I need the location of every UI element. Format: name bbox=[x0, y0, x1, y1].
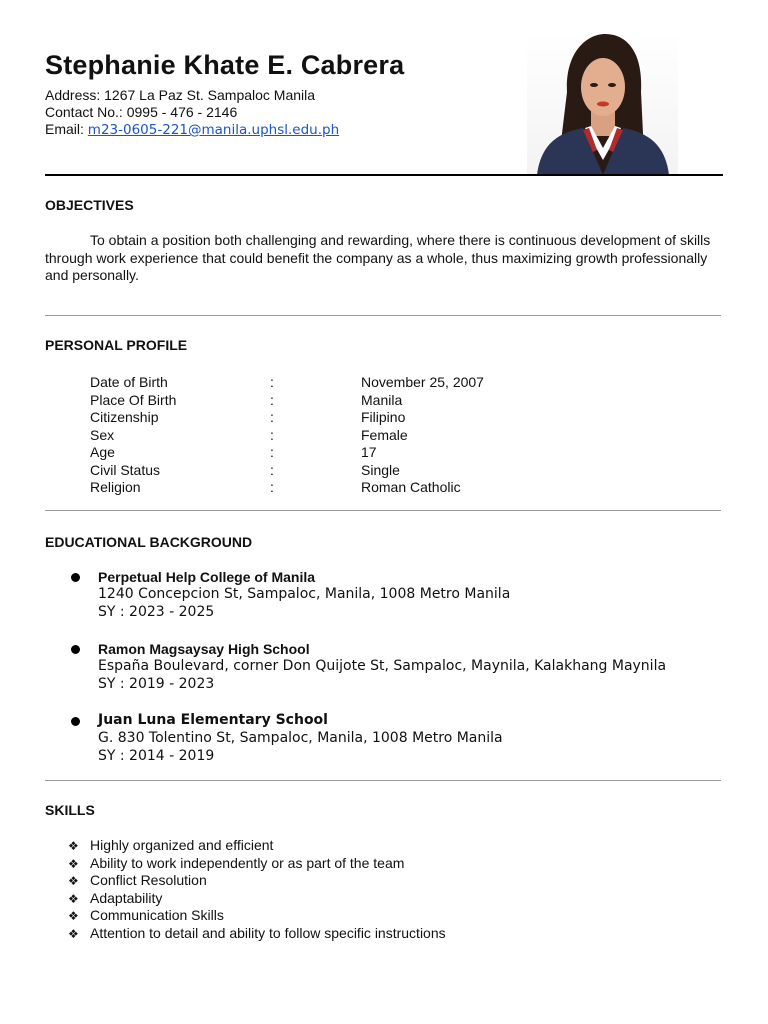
profile-row-date-of-birth bbox=[90, 374, 690, 392]
profile-label: Citizenship bbox=[90, 409, 159, 425]
profile-value: Single bbox=[361, 461, 400, 478]
contact-value: 0995 - 476 - 2146 bbox=[126, 104, 238, 120]
skill-item bbox=[68, 855, 404, 871]
address-label: Address: bbox=[45, 87, 101, 103]
profile-row-sex bbox=[90, 427, 690, 445]
bullet-dot-icon bbox=[71, 645, 80, 654]
objectives-text: To obtain a position both challenging and rewarding, where there is continuous development of skills through work experience that could benefit the company as a whole, thus maximizing growth professionally and personally. bbox=[45, 232, 711, 283]
profile-separator: : bbox=[270, 426, 274, 443]
contact-line bbox=[45, 104, 237, 120]
profile-value: Manila bbox=[361, 391, 403, 408]
skill-item bbox=[68, 872, 207, 888]
school-year: SY : 2023 - 2025 bbox=[98, 604, 215, 620]
profile-separator: : bbox=[270, 479, 274, 495]
skill-item bbox=[68, 925, 446, 941]
resume-name: Stephanie Khate E. Cabrera bbox=[45, 50, 405, 80]
profile-label: Sex bbox=[90, 426, 115, 443]
diamond-bullet-icon: ❖ bbox=[68, 892, 79, 906]
bullet-dot-icon bbox=[71, 717, 80, 726]
diamond-bullet-icon: ❖ bbox=[68, 839, 79, 853]
section-divider bbox=[45, 780, 721, 781]
section-divider bbox=[45, 315, 721, 316]
skill-item bbox=[68, 890, 162, 906]
profile-separator: : bbox=[270, 409, 274, 425]
skill-text: Attention to detail and ability to follow specific instructions bbox=[90, 925, 446, 941]
profile-row-age bbox=[90, 444, 690, 462]
skill-text: Adaptability bbox=[90, 890, 163, 906]
school-address: España Boulevard, corner Don Quijote St, Sampaloc, Maynila, Kalakhang Maynila bbox=[98, 658, 667, 674]
header-divider bbox=[45, 174, 723, 176]
school-name: Ramon Magsaysay High School bbox=[98, 641, 310, 657]
profile-label: Civil Status bbox=[90, 461, 161, 478]
school-year: SY : 2019 - 2023 bbox=[98, 676, 215, 692]
email-link[interactable]: m23-0605-221@manila.uphsl.edu.ph bbox=[87, 122, 340, 138]
personal-profile-title: PERSONAL PROFILE bbox=[45, 337, 188, 353]
profile-label: Age bbox=[90, 444, 115, 460]
contact-label: Contact No.: bbox=[45, 104, 123, 120]
objectives-title: OBJECTIVES bbox=[45, 197, 134, 213]
diamond-bullet-icon: ❖ bbox=[68, 874, 79, 888]
skill-text: Ability to work independently or as part of the team bbox=[90, 855, 405, 871]
education-title: EDUCATIONAL BACKGROUND bbox=[45, 534, 253, 550]
profile-separator: : bbox=[270, 444, 274, 460]
diamond-bullet-icon: ❖ bbox=[68, 857, 79, 871]
skill-text: Highly organized and efficient bbox=[90, 837, 274, 853]
profile-label: Date of Birth bbox=[90, 374, 168, 390]
email-label: Email: bbox=[45, 121, 84, 137]
skill-text: Communication Skills bbox=[90, 907, 224, 923]
profile-photo bbox=[527, 32, 678, 175]
profile-separator: : bbox=[270, 391, 274, 408]
profile-row-citizenship bbox=[90, 409, 690, 427]
profile-photo-illustration bbox=[527, 32, 678, 175]
profile-label: Place Of Birth bbox=[90, 391, 177, 408]
school-address: G. 830 Tolentino St, Sampaloc, Manila, 1008 Metro Manila bbox=[98, 730, 503, 746]
profile-value: Roman Catholic bbox=[361, 479, 461, 495]
profile-separator: : bbox=[270, 374, 274, 390]
skills-title: SKILLS bbox=[45, 802, 95, 818]
school-year: SY : 2014 - 2019 bbox=[98, 748, 215, 764]
profile-row-place-of-birth bbox=[90, 392, 690, 410]
skill-item bbox=[68, 837, 273, 853]
profile-value: Female bbox=[361, 426, 408, 443]
school-address: 1240 Concepcion St, Sampaloc, Manila, 1008 Metro Manila bbox=[98, 586, 511, 602]
section-divider bbox=[45, 510, 721, 511]
profile-row-civil-status bbox=[90, 462, 690, 480]
skill-item bbox=[68, 907, 224, 923]
skill-text: Conflict Resolution bbox=[90, 872, 207, 888]
profile-label: Religion bbox=[90, 479, 141, 495]
diamond-bullet-icon: ❖ bbox=[68, 927, 79, 941]
profile-value: 17 bbox=[361, 444, 377, 460]
address-line bbox=[45, 87, 315, 103]
school-name: Juan Luna Elementary School bbox=[98, 712, 328, 728]
profile-separator: : bbox=[270, 461, 274, 478]
profile-value: November 25, 2007 bbox=[361, 374, 484, 390]
email-line bbox=[45, 121, 339, 138]
diamond-bullet-icon: ❖ bbox=[68, 909, 79, 923]
address-value: 1267 La Paz St. Sampaloc Manila bbox=[104, 87, 316, 103]
profile-value: Filipino bbox=[361, 409, 406, 425]
school-name: Perpetual Help College of Manila bbox=[98, 569, 316, 585]
profile-row-religion bbox=[90, 479, 690, 497]
bullet-dot-icon bbox=[71, 573, 80, 582]
